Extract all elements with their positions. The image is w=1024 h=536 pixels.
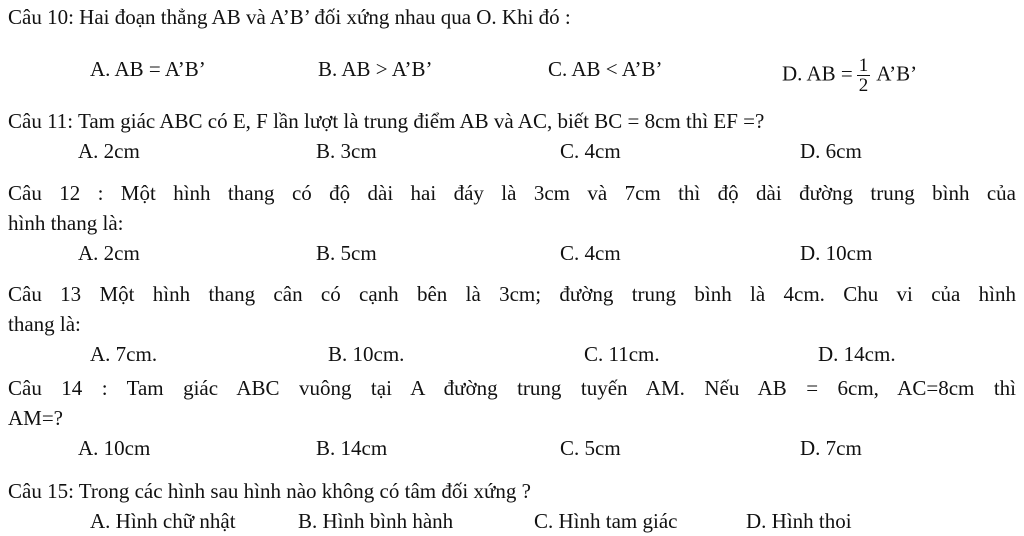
fraction-one-half [857, 56, 871, 95]
question-13-option-b: B. 10cm. [328, 342, 405, 366]
question-12-stem-line-2: hình thang là: [8, 211, 124, 235]
question-11-option-b: B. 3cm [316, 139, 377, 163]
question-15-option-c: C. Hình tam giác [534, 509, 678, 533]
fraction-numerator: 1 [858, 55, 869, 76]
question-13-stem-line-2: thang là: [8, 312, 81, 336]
question-12-option-a: A. 2cm [78, 241, 140, 265]
question-13-option-a: A. 7cm. [90, 342, 158, 366]
question-11-option-a: A. 2cm [78, 139, 140, 163]
question-10-option-d-suffix: A’B’ [876, 61, 918, 86]
question-10-option-d-prefix: D. AB = [782, 61, 853, 86]
question-10-option-c: C. AB < A’B’ [548, 57, 663, 81]
question-11-option-d: D. 6cm [800, 139, 862, 163]
question-12-stem-line-1: Câu 12 : Một hình thang có độ dài hai đáy là 3cm và 7cm thì độ dài đường trung bình của [8, 181, 1016, 205]
question-14-option-d: D. 7cm [800, 436, 862, 460]
question-11-option-c: C. 4cm [560, 139, 621, 163]
question-12-option-d: D. 10cm [800, 241, 873, 265]
question-12-option-b: B. 5cm [316, 241, 377, 265]
question-13-stem-line-1: Câu 13 Một hình thang cân có cạnh bên là 3cm; đường trung bình là 4cm. Chu vi của hình [8, 282, 1016, 306]
question-15-option-a: A. Hình chữ nhật [90, 509, 236, 533]
question-14-option-b: B. 14cm [316, 436, 388, 460]
question-11-stem: Câu 11: Tam giác ABC có E, F lần lượt là trung điểm AB và AC, biết BC = 8cm thì EF =? [8, 109, 765, 133]
question-12-option-c: C. 4cm [560, 241, 621, 265]
question-10-option-b: B. AB > A’B’ [318, 57, 433, 81]
question-14-stem-line-2: AM=? [8, 406, 64, 430]
question-15-stem: Câu 15: Trong các hình sau hình nào không có tâm đối xứng ? [8, 479, 531, 503]
question-13-option-d: D. 14cm. [818, 342, 896, 366]
question-15-option-b: B. Hình bình hành [298, 509, 454, 533]
question-14-option-c: C. 5cm [560, 436, 621, 460]
question-10-stem: Câu 10: Hai đoạn thẳng AB và A’B’ đối xứng nhau qua O. Khi đó : [8, 5, 571, 29]
question-14-stem-line-1: Câu 14 : Tam giác ABC vuông tại A đường trung tuyến AM. Nếu AB = 6cm, AC=8cm thì [8, 376, 1016, 400]
question-14-option-a: A. 10cm [78, 436, 151, 460]
question-10-option-d [782, 56, 917, 95]
question-10-option-a: A. AB = A’B’ [90, 57, 206, 81]
fraction-denominator: 2 [858, 75, 869, 96]
question-13-option-c: C. 11cm. [584, 342, 660, 366]
question-15-option-d: D. Hình thoi [746, 509, 852, 533]
